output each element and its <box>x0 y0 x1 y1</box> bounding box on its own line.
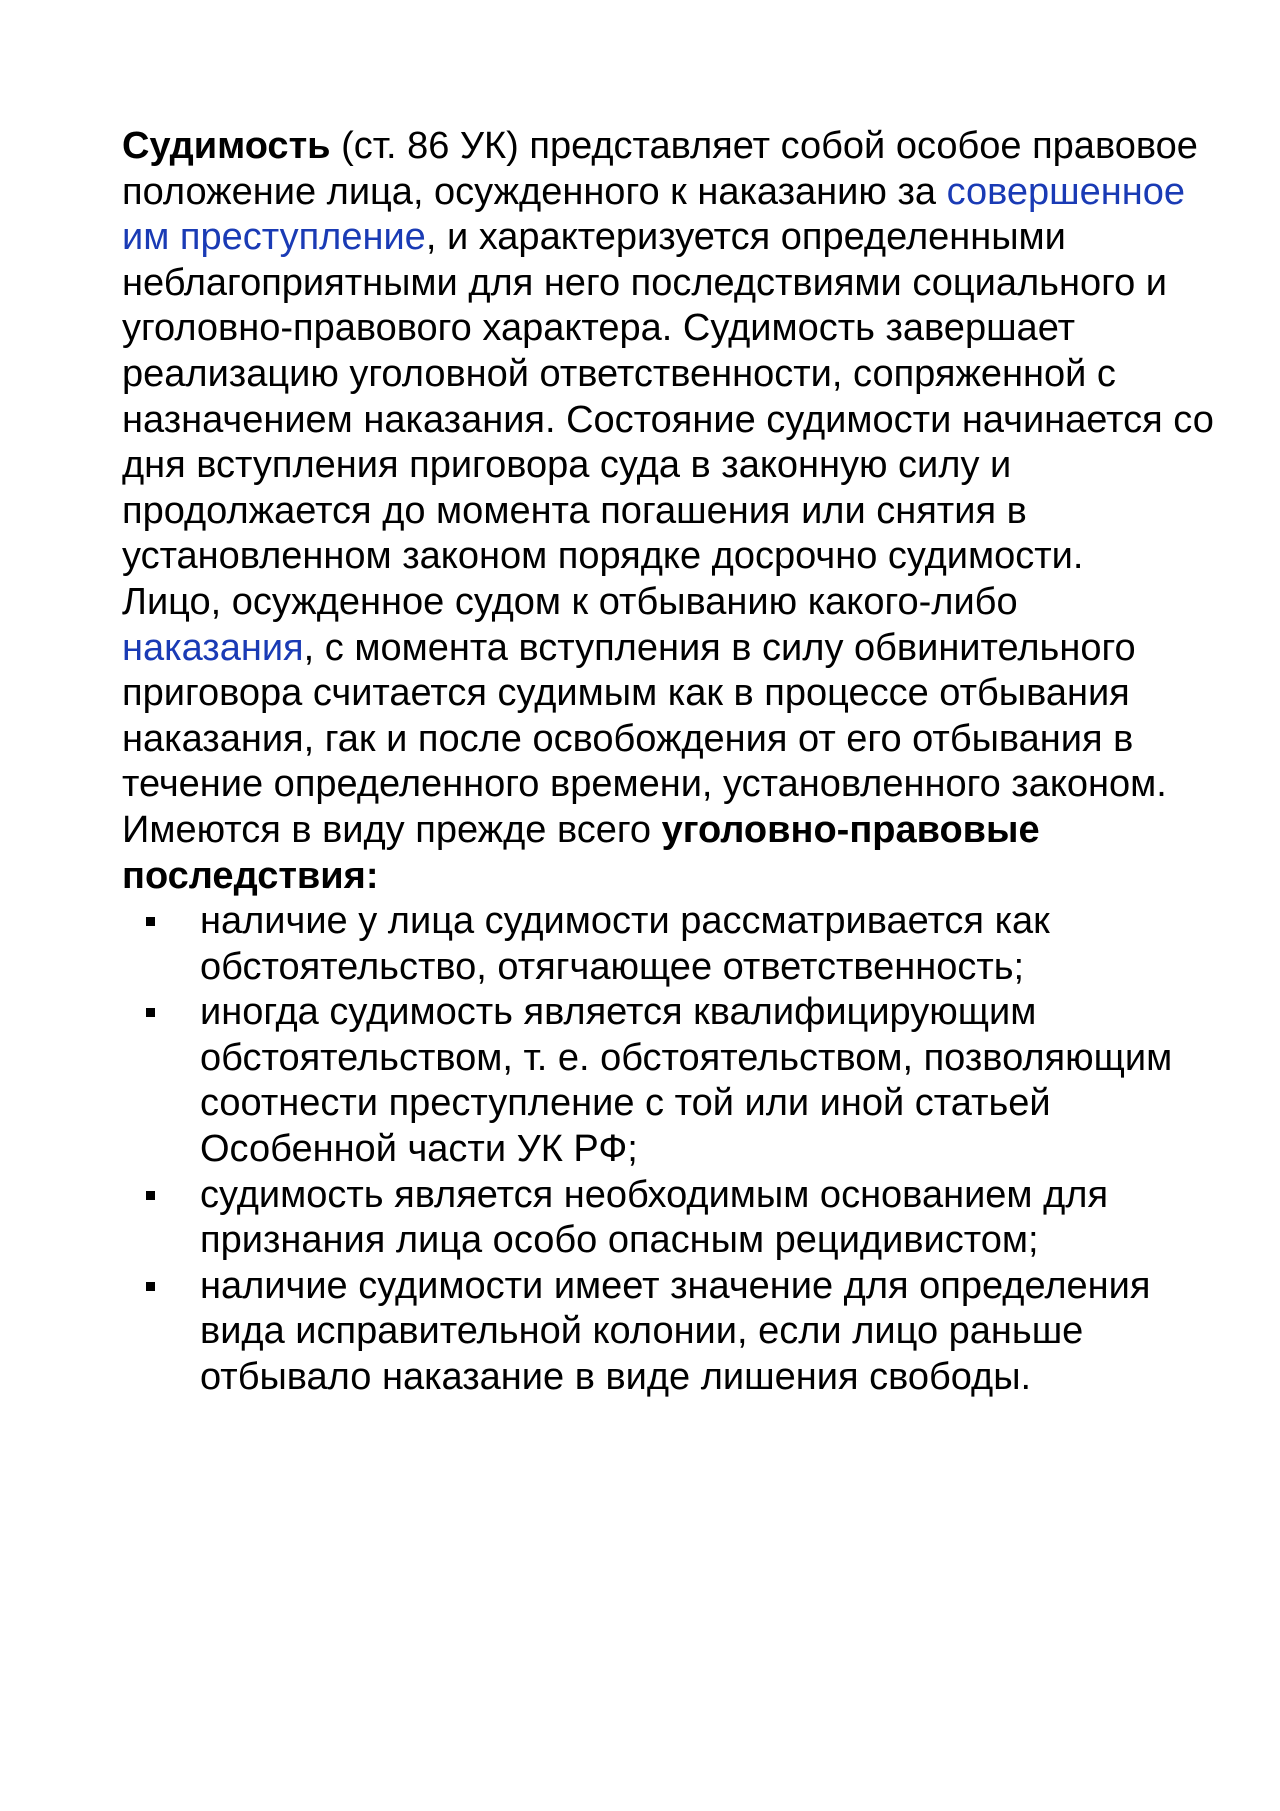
list-item <box>122 990 1220 1172</box>
list-item <box>122 1264 1220 1401</box>
term-sudimost: Судимость <box>122 125 331 167</box>
list-item-text: судимость является необходимым основанием для признания лица особо опасным рецидивистом; <box>200 1173 1109 1262</box>
list-item <box>122 1173 1220 1264</box>
punishment-link[interactable]: наказания <box>122 626 304 669</box>
paragraph-definition <box>122 124 1220 580</box>
criminal-legal-consequences-heading: уголовно-правовые последствия: <box>122 808 1040 897</box>
paragraph1-text-b: , и характеризуется определенными неблагоприятными для него последствиями социального и уголовно-правового характера. Судимость завершает реализацию уголовной ответственности, сопряженной с назначением наказания. Состояние судимости начинается со дня вступления приговора суда в законную силу и продолжается до момента погашения или снятия в установленном законом порядке досрочно судимости. <box>122 216 1214 578</box>
square-bullet-icon <box>146 1008 155 1017</box>
consequences-list <box>122 899 1220 1401</box>
list-item-text: иногда судимость является квалифицирующим обстоятельством, т. е. обстоятельством, позволяющим соотнести преступление с той или иной статьей Особенной части УК РФ; <box>200 991 1173 1171</box>
square-bullet-icon <box>146 1191 155 1200</box>
paragraph1-text-a: (ст. 86 УК) представляет собой особое правовое положение лица, осужденного к наказанию за <box>122 125 1198 213</box>
square-bullet-icon <box>146 917 155 926</box>
paragraph2-text-b: , с момента вступления в силу обвинительного приговора считается судимым как в процессе отбывания наказания, гак и после освобождения от его отбывания в течение определенного времени, установленного законом. Имеются в виду прежде всего <box>122 626 1167 851</box>
crime-link[interactable]: совершенное им преступление <box>122 170 1186 259</box>
list-item-text: наличие судимости имеет значение для определения вида исправительной колонии, если лицо раньше отбывало наказание в виде лишения свободы. <box>200 1264 1151 1399</box>
square-bullet-icon <box>146 1282 155 1291</box>
paragraph2-text-a: Лицо, осужденное судом к отбыванию какого-либо <box>122 580 1018 623</box>
list-item-text: наличие у лица судимости рассматривается как обстоятельство, отягчающее ответственность; <box>200 900 1050 988</box>
paragraph-convicted-person <box>122 580 1220 899</box>
list-item <box>122 899 1220 990</box>
